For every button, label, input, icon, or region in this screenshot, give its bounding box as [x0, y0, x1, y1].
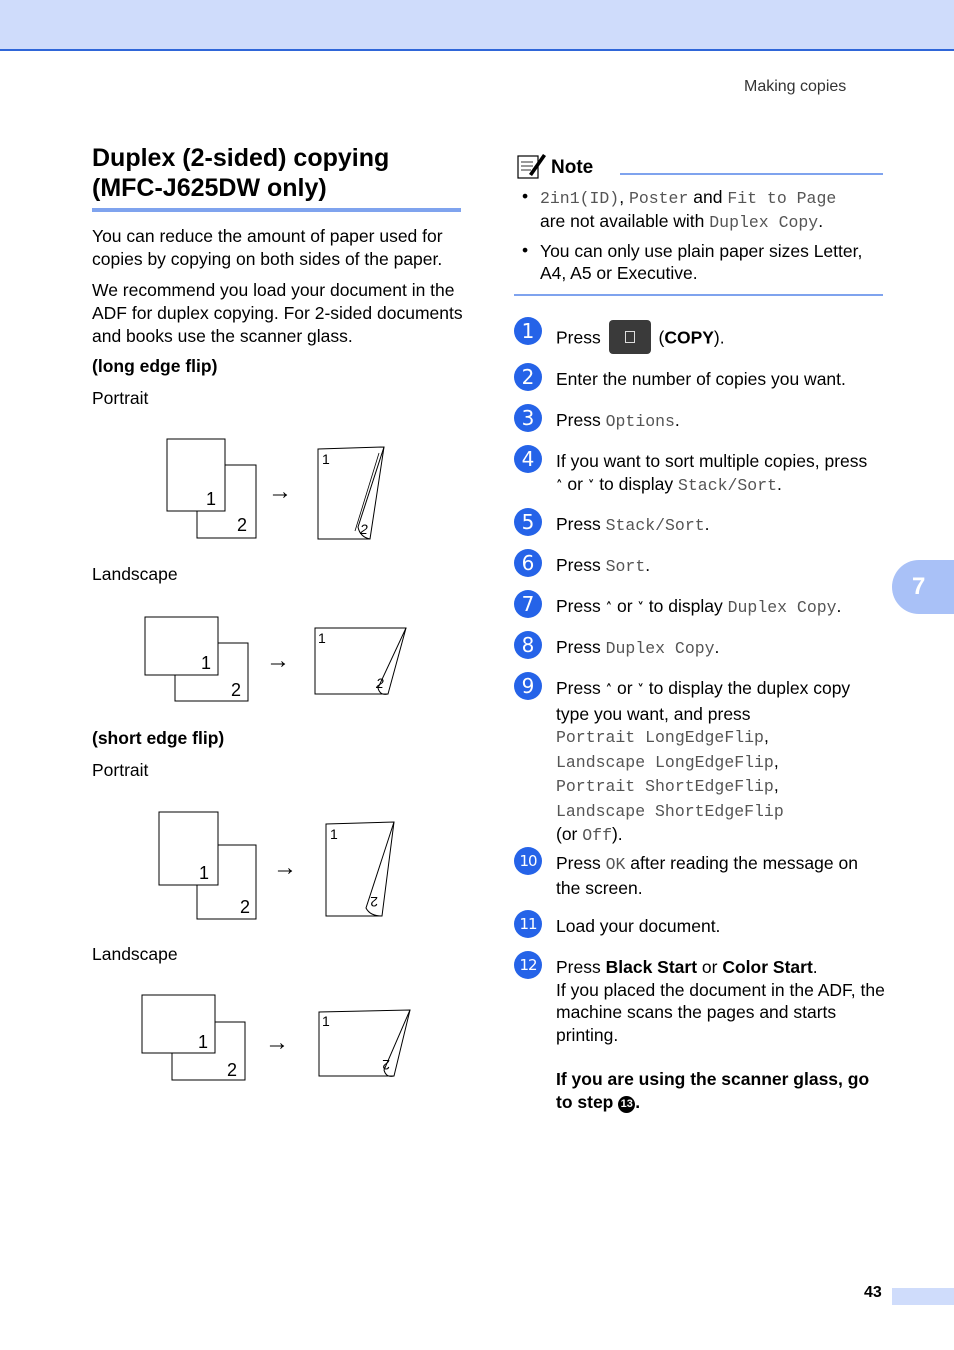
step-3-text: Press Options.	[556, 410, 680, 431]
short-landscape-label: Landscape	[92, 944, 178, 964]
step-13-ref-icon: 13	[618, 1096, 635, 1113]
page-number-bar	[892, 1288, 954, 1305]
step-number-2: 2	[514, 363, 542, 391]
arrow-icon: →	[268, 478, 292, 505]
page-1-number: 1	[198, 1032, 209, 1052]
page-2-number: 2	[240, 897, 251, 917]
page-1-sheet	[159, 812, 218, 885]
page-2-number: 2	[376, 675, 384, 691]
page-2-number: 2	[382, 1057, 390, 1073]
step-number-4: 4	[514, 445, 542, 473]
down-arrow-icon: ˅	[637, 683, 644, 698]
note-bullet-1: 2in1(ID), Poster and Fit to Page are not available with Duplex Copy.	[540, 187, 837, 232]
long-portrait-label: Portrait	[92, 388, 149, 408]
step-number-5: 5	[514, 508, 542, 536]
step-6-text: Press Sort.	[556, 555, 651, 576]
title-underline	[92, 208, 461, 212]
step-4-text: If you want to sort multiple copies, press ˄ or ˅ to display Stack/Sort.	[556, 451, 868, 495]
long-edge-heading: (long edge flip)	[92, 356, 218, 376]
page-1-number: 1	[199, 863, 210, 883]
bullet-icon: •	[522, 186, 529, 206]
intro-paragraph: You can reduce the amount of paper used for copies by copying on both sides of the paper.	[92, 226, 443, 269]
arrow-icon: →	[266, 647, 290, 674]
page-1-number: 1	[206, 489, 217, 509]
page-1-number: 1	[322, 451, 330, 467]
scanner-glass-note: If you are using the scanner glass, go to step 13 .	[556, 1069, 870, 1112]
note-pencil-icon	[517, 150, 547, 180]
step-number-3: 3	[514, 404, 542, 432]
note-rule-bottom	[514, 294, 883, 296]
up-arrow-icon: ˄	[556, 478, 563, 494]
long-edge-landscape-diagram	[140, 612, 420, 717]
step-11-text: Load your document.	[556, 916, 721, 936]
down-arrow-icon: ˅	[637, 601, 644, 616]
copy-button-icon	[609, 320, 651, 354]
page-2-number: 2	[231, 680, 242, 700]
step-8-text: Press Duplex Copy.	[556, 637, 720, 658]
short-edge-landscape-diagram	[138, 990, 418, 1095]
step-number-10: 10	[514, 847, 542, 875]
header-bar	[0, 0, 954, 51]
page-number: 43	[864, 1284, 882, 1301]
recommend-paragraph: We recommend you load your document in the ADF for duplex copying. For 2-sided documents and books use the scanner glass.	[92, 280, 463, 346]
down-arrow-icon: ˅	[587, 478, 595, 494]
bullet-icon: •	[522, 240, 529, 260]
page-1-number: 1	[201, 653, 212, 673]
step-number-6: 6	[514, 549, 542, 577]
step-2-text: Enter the number of copies you want.	[556, 369, 846, 389]
chapter-tab: 7	[892, 560, 954, 614]
short-edge-portrait-diagram	[152, 808, 402, 928]
long-edge-portrait-diagram	[160, 435, 400, 550]
page-2-number: 2	[360, 521, 368, 537]
note-label: Note	[551, 157, 594, 178]
step-1-text: Press (COPY).	[556, 322, 886, 356]
short-edge-heading: (short edge flip)	[92, 728, 225, 748]
step-5-text: Press Stack/Sort.	[556, 514, 710, 535]
step-number-12: 12	[514, 951, 542, 979]
note-bullet-2: You can only use plain paper sizes Letter, A4, A5 or Executive.	[540, 241, 863, 283]
long-landscape-label: Landscape	[92, 564, 178, 584]
page-1-sheet	[167, 439, 225, 511]
duplex-sheet	[315, 628, 406, 694]
step-number-11: 11	[514, 910, 542, 938]
page-2-number: 2	[227, 1060, 238, 1080]
up-arrow-icon: ˄	[605, 683, 613, 698]
step-7-text: Press ˄ or ˅ to display Duplex Copy.	[556, 596, 842, 617]
page-1-number: 1	[330, 826, 338, 842]
section-title: Duplex (2-sided) copying (MFC-J625DW only)	[92, 144, 390, 202]
arrow-icon: →	[265, 1029, 289, 1056]
page-2-number: 2	[237, 515, 248, 535]
step-10-text: Press OK after reading the message on the screen.	[556, 853, 858, 898]
step-number-7: 7	[514, 590, 542, 618]
page-1-number: 1	[318, 630, 326, 646]
step-number-8: 8	[514, 631, 542, 659]
short-portrait-label: Portrait	[92, 760, 149, 780]
note-rule-top	[620, 173, 883, 175]
running-title: Making copies	[744, 78, 847, 95]
step-number-9: 9	[514, 672, 542, 700]
step-12-text: Press Black Start or Color Start. If you placed the document in the ADF, the machine scans the pages and starts printing.	[556, 957, 885, 1045]
arrow-icon: →	[273, 854, 297, 881]
up-arrow-icon: ˄	[605, 601, 613, 616]
page-2-number: 2	[370, 894, 378, 910]
page-1-number: 1	[322, 1013, 330, 1029]
duplex-sheet	[319, 1010, 410, 1076]
step-number-1: 1	[514, 317, 542, 345]
step-9-text: Press ˄ or ˅ to display the duplex copy type you want, and press Portrait LongEdgeFlip, Landscape LongEdgeFlip, Portrait ShortEdgeFlip, Landscape ShortEdgeFlip (or Off).	[556, 678, 851, 845]
